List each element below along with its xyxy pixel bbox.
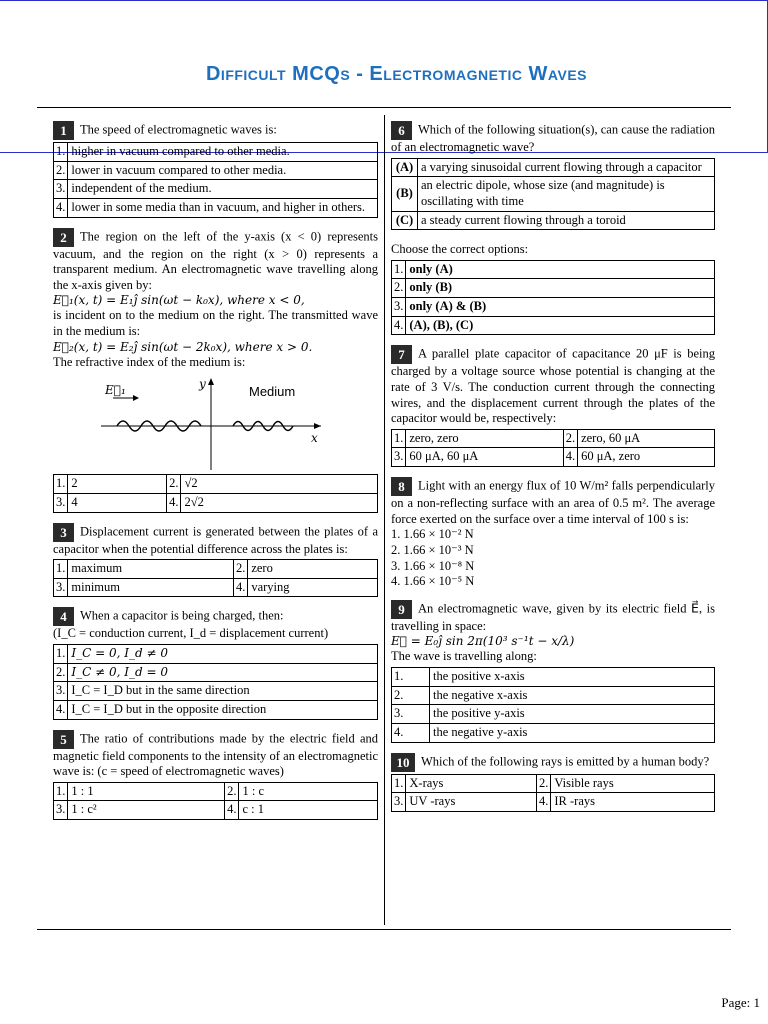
- question-5: [53, 730, 378, 821]
- option-cell[interactable]: √2: [181, 475, 378, 494]
- question-number: 7: [391, 345, 412, 364]
- question-3: [53, 523, 378, 598]
- question-text-3: The refractive index of the medium is:: [53, 354, 246, 369]
- option-cell[interactable]: 60 μA, zero: [578, 448, 715, 467]
- wave-figure: [53, 374, 378, 470]
- question-text-2: is incident on to the medium on the right. The transmitted wave in the medium is:: [53, 308, 378, 338]
- option-row[interactable]: 2. only (B): [392, 279, 715, 298]
- question-subtext: (I_C = conduction current, I_d = displacement current): [53, 626, 329, 641]
- page-number: Page: 1: [721, 995, 760, 1010]
- question-number: 5: [53, 730, 74, 749]
- e-field-label: E⃗₁: [105, 383, 126, 398]
- equation-transmitted: E⃗₂(x, t) = E₂ĵ sin(ωt − 2k₀x), where x > 0.: [53, 339, 313, 354]
- equation-wave: E⃗ = E₀ĵ sin 2π(10³ s⁻¹t − x/λ): [391, 634, 575, 649]
- question-text: The speed of electromagnetic waves is:: [80, 122, 277, 137]
- option-cell[interactable]: 1 : c: [239, 782, 378, 801]
- option-row[interactable]: 1. I_C = 0, I_d ≠ 0: [54, 645, 378, 664]
- option-row[interactable]: 3. I_C = I_D but in the same direction: [54, 682, 378, 701]
- question-1: [53, 121, 378, 218]
- option-row[interactable]: 3. the positive y-axis: [392, 705, 715, 724]
- question-text: An electromagnetic wave, given by its electric field E⃗, is travelling in space:: [391, 601, 715, 633]
- option-row[interactable]: 4. (A), (B), (C): [392, 316, 715, 335]
- medium-label: Medium: [249, 384, 296, 400]
- question-6: [391, 121, 715, 335]
- question-10: [391, 753, 715, 812]
- option-line[interactable]: 2. 1.66 × 10⁻³ N: [391, 542, 474, 557]
- question-number: 4: [53, 607, 74, 626]
- option-row[interactable]: 1. only (A): [392, 260, 715, 279]
- options-table: 1. 1 : 1 2. 1 : c 3. 1 : c² 4. c : 1: [53, 782, 378, 820]
- option-row[interactable]: 2. the negative x-axis: [392, 686, 715, 705]
- option-row[interactable]: 3. independent of the medium.: [54, 180, 378, 199]
- question-7: [391, 345, 715, 467]
- option-cell[interactable]: 60 μA, 60 μA: [406, 448, 563, 467]
- options-table: [391, 260, 715, 336]
- option-cell[interactable]: zero: [248, 560, 378, 579]
- options-table: [53, 644, 378, 720]
- question-text: Which of the following situation(s), can cause the radiation of an electromagnetic wave?: [391, 122, 715, 154]
- options-table: 1. X-rays 2. Visible rays 3. UV -rays 4. IR -rays: [391, 774, 715, 812]
- right-column: [391, 121, 715, 818]
- options-table: [53, 142, 378, 218]
- left-column: [53, 121, 378, 826]
- option-cell[interactable]: zero, zero: [406, 429, 563, 448]
- option-row[interactable]: 2. I_C ≠ 0, I_d = 0: [54, 663, 378, 682]
- option-cell[interactable]: 4: [68, 493, 167, 512]
- question-text: The region on the left of the y-axis (x < 0) represents vacuum, and the region on the right (x > 0) represents a transparent medium. An electromagnetic wave travelling along the x-axis given by:: [53, 228, 378, 292]
- option-line[interactable]: 3. 1.66 × 10⁻⁸ N: [391, 558, 475, 573]
- option-cell[interactable]: varying: [248, 578, 378, 597]
- option-cell[interactable]: 2√2: [181, 493, 378, 512]
- question-text: A parallel plate capacitor of capacitance 20 μF is being charged by a voltage source whose potential is changing at the rate of 3 V/s. The conduction current through the connecting wires, and the displacement current through the plates of the capacitor would be, respectively:: [391, 346, 715, 426]
- option-line[interactable]: 4. 1.66 × 10⁻⁵ N: [391, 574, 475, 589]
- option-cell[interactable]: UV -rays: [406, 793, 537, 812]
- option-cell[interactable]: 1 : c²: [68, 801, 225, 820]
- option-row[interactable]: 4. I_C = I_D but in the opposite direction: [54, 700, 378, 719]
- option-row[interactable]: 2. lower in vacuum compared to other media.: [54, 161, 378, 180]
- options-table: 1. 2 2. √2 3. 4 4. 2√2: [53, 474, 378, 512]
- option-row[interactable]: 1. higher in vacuum compared to other media.: [54, 143, 378, 162]
- option-row[interactable]: 4. lower in some media than in vacuum, and higher in others.: [54, 198, 378, 217]
- page-title: Difficult MCQs - Electromagnetic Waves: [205, 63, 587, 85]
- choose-text: Choose the correct options:: [391, 242, 529, 257]
- question-number: 10: [391, 753, 415, 772]
- question-number: 3: [53, 523, 74, 542]
- question-text: The ratio of contributions made by the electric field and magnetic field components to the intensity of an electromagnetic wave is: (c = speed of electromagnetic waves): [53, 730, 378, 779]
- wave-diagram: [53, 374, 378, 470]
- question-text: When a capacitor is being charged, then:: [80, 608, 284, 623]
- option-row[interactable]: 3. only (A) & (B): [392, 298, 715, 317]
- question-9: [391, 600, 715, 743]
- option-cell[interactable]: zero, 60 μA: [578, 429, 715, 448]
- options-table: 1. maximum 2. zero 3. minimum 4. varying: [53, 559, 378, 597]
- option-row[interactable]: 4. the negative y-axis: [392, 723, 715, 742]
- option-cell[interactable]: 2: [68, 475, 167, 494]
- statements-table: (A) a varying sinusoidal current flowing through a capacitor (B) an electric dipole, whose size (and magnitude) is oscillating with time (C) a steady current flowing through a toroid: [391, 158, 715, 231]
- question-number: 9: [391, 600, 412, 619]
- option-line[interactable]: 1. 1.66 × 10⁻² N: [391, 527, 474, 542]
- column-divider: [384, 115, 385, 925]
- question-2: [53, 228, 378, 513]
- question-text: Displacement current is generated between the plates of a capacitor when the potential difference across the plates is:: [53, 523, 378, 556]
- question-number: 1: [53, 121, 74, 140]
- option-cell[interactable]: maximum: [68, 560, 234, 579]
- bottom-rule: [37, 929, 731, 930]
- question-subtext: The wave is travelling along:: [391, 649, 537, 664]
- option-row[interactable]: 1. the positive x-axis: [392, 668, 715, 687]
- options-table: [391, 667, 715, 743]
- option-cell[interactable]: IR -rays: [551, 793, 715, 812]
- question-number: 2: [53, 228, 74, 247]
- option-cell[interactable]: c : 1: [239, 801, 378, 820]
- option-cell[interactable]: Visible rays: [551, 774, 715, 793]
- question-8: [391, 477, 715, 590]
- option-cell[interactable]: X-rays: [406, 774, 537, 793]
- question-text: Which of the following rays is emitted by a human body?: [421, 753, 710, 768]
- y-axis-label: y: [199, 377, 206, 392]
- equation-incident: E⃗₁(x, t) = E₁ĵ sin(ωt − k₀x), where x < 0,: [53, 293, 305, 308]
- question-text: Light with an energy flux of 10 W/m² falls perpendicularly on a non-reflecting surface with an area of 0.5 m². The average force exerted on the surface over a time interval of 100 s is:: [391, 478, 715, 526]
- top-rule: [37, 107, 731, 108]
- options-table: 1. zero, zero 2. zero, 60 μA 3. 60 μA, 60 μA 4. 60 μA, zero: [391, 429, 715, 467]
- option-cell[interactable]: 1 : 1: [68, 782, 225, 801]
- question-4: [53, 607, 378, 719]
- question-number: 8: [391, 477, 412, 496]
- question-number: 6: [391, 121, 412, 140]
- option-cell[interactable]: minimum: [68, 578, 234, 597]
- x-axis-label: x: [311, 431, 318, 446]
